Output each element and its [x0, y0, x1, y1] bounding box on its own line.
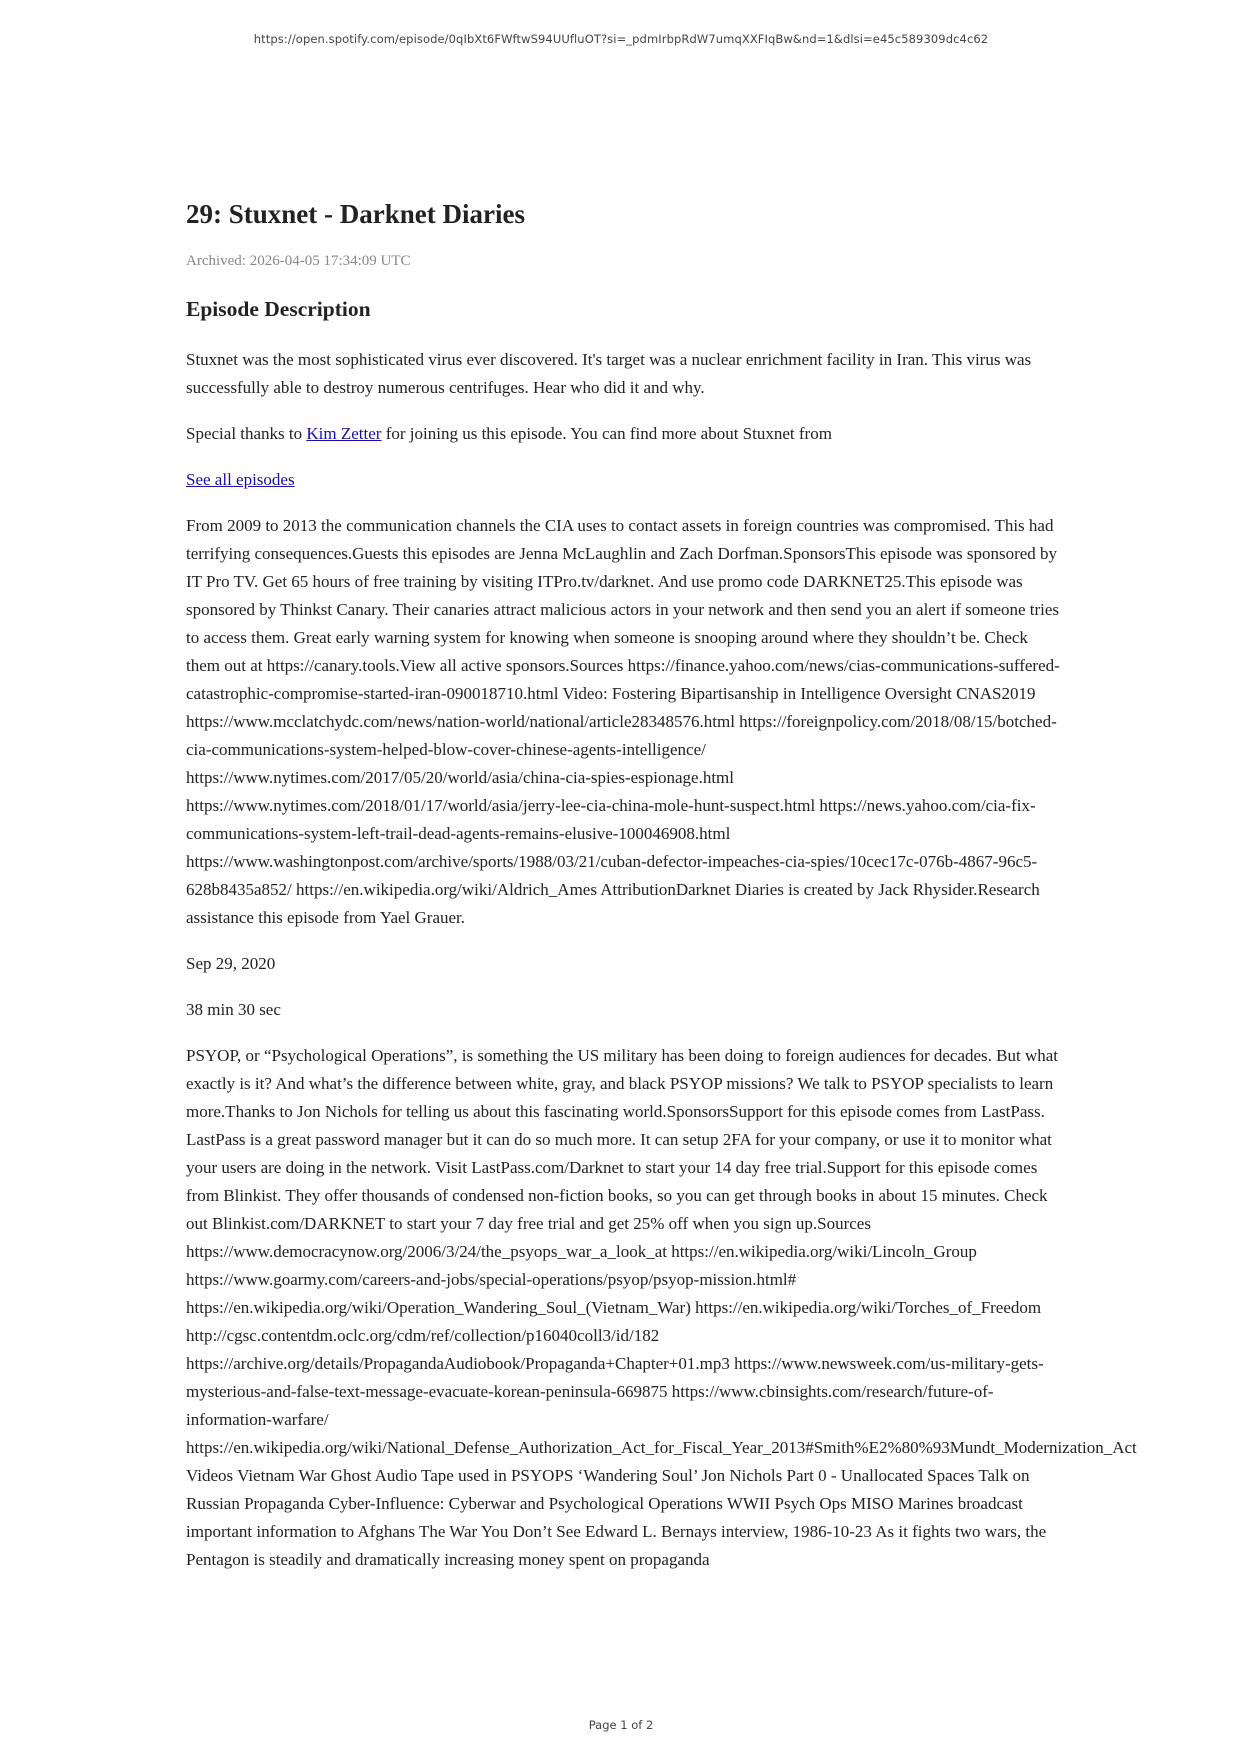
page-title: 29: Stuxnet - Darknet Diaries: [186, 199, 525, 229]
episode-3-description: [186, 1042, 1137, 1574]
special-thanks-prefix: Special thanks to: [186, 423, 307, 443]
episode-3-description-part2: Videos Vietnam War Ghost Audio Tape used in PSYOPS ‘Wandering Soul’ Jon Nichols Part 0 - Unallocated Spaces Talk on Russian Propaganda Cyber-Influence: Cyberwar and Psychological Operations WWII Psych Ops MISO Marines broadcast important information to Afghans The War You Don’t See Edward L. Bernays interview, 1986-10-23 As it fights two wars, the Pentagon is steadily and dramatically increasing money spent on propaganda: [186, 1465, 1047, 1569]
see-all-episodes-row: [186, 466, 1062, 494]
page-number-footer: Page 1 of 2: [588, 1718, 654, 1732]
episode-description-heading: Episode Description: [186, 296, 371, 321]
episode-3-duration: 38 min 30 sec: [186, 999, 281, 1019]
document-content: [186, 198, 1137, 1592]
page-url-header: https://open.spotify.com/episode/0qIbXt6FWftwS94UUfluOT?si=_pdmIrbpRdW7umqXXFIqBw&nd=1&dlsi=e45c589309dc4c62: [253, 32, 989, 46]
episode-3-description-wide-url: https://en.wikipedia.org/wiki/National_Defense_Authorization_Act_for_Fiscal_Year_2013#Smith%E2%80%93Mundt_Modernization_Act: [186, 1437, 1137, 1457]
archived-timestamp: Archived: 2026-04-05 17:34:09 UTC: [186, 253, 411, 270]
special-thanks: [186, 420, 1062, 448]
episode-3-description-part1: PSYOP, or “Psychological Operations”, is something the US military has been doing to foreign audiences for decades. But what exactly is it? And what’s the difference between white, gray, and black PSYOP missions? We talk to PSYOP specialists to learn more.Thanks to Jon Nichols for telling us about this fascinating world.SponsorsSupport for this episode comes from LastPass. LastPass is a great password manager but it can do so much more. It can setup 2FA for your company, or use it to monitor what your users are doing in the network. Visit LastPass.com/Darknet to start your 14 day free trial.Support for this episode comes from Blinkist. They offer thousands of condensed non-fiction books, so you can get through books in about 15 minutes. Check out Blinkist.com/DARKNET to start your 7 day free trial and get 25% off when you sign up.Sources https://www.democracynow.org/2006/3/24/the_psyops_war_a_look_at https://en.wikipedia.org/wiki/Lincoln_Group https://www.goarmy.com/careers-and-jobs/special-operations/psyop/psyop-mission.html# https://en.wikipedia.org/wiki/Operation_Wandering_Soul_(Vietnam_War) https://en.wikipedia.org/wiki/Torches_of_Freedom http://cgsc.contentdm.oclc.org/cdm/ref/collection/p16040coll3/id/182 https://archive.org/details/PropagandaAudiobook/Propaganda+Chapter+01.mp3 https://www.newsweek.com/us-military-gets-mysterious-and-false-text-message-evacuate-korean-peninsula-669875 https://www.cbinsights.com/research/future-of-information-warfare/: [186, 1045, 1059, 1429]
episode-2-description: From 2009 to 2013 the communication channels the CIA uses to contact assets in foreign countries was compromised. This had terrifying consequences.Guests this episodes are Jenna McLaughlin and Zach Dorfman.SponsorsThis episode was sponsored by IT Pro TV. Get 65 hours of free training by visiting ITPro.tv/darknet. And use promo code DARKNET25.This episode was sponsored by Thinkst Canary. Their canaries attract malicious actors in your network and then send you an alert if someone tries to access them. Great early warning system for knowing when someone is snooping around where they shouldn’t be. Check them out at https://canary.tools.View all active sponsors.Sources https://finance.yahoo.com/news/cias-communications-suffered-catastrophic-compromise-started-iran-090018710.html Video: Fostering Bipartisanship in Intelligence Oversight CNAS2019 https://www.mcclatchydc.com/news/nation-world/national/article28348576.html https://foreignpolicy.com/2018/08/15/botched-cia-communications-system-helped-blow-cover-chinese-agents-intelligence/ https://www.nytimes.com/2017/05/20/world/asia/china-cia-spies-espionage.html https://www.nytimes.com/2018/01/17/world/asia/jerry-lee-cia-china-mole-hunt-suspect.html https://news.yahoo.com/cia-fix-communications-system-left-trail-dead-agents-remains-elusive-100046908.html https://www.washingtonpost.com/archive/sports/1988/03/21/cuban-defector-impeaches-cia-spies/10cec17c-076b-4867-96c5-628b8435a852/ https://en.wikipedia.org/wiki/Aldrich_Ames AttributionDarknet Diaries is created by Jack Rhysider.Research assistance this episode from Yael Grauer.: [186, 515, 1060, 927]
episode-description: Stuxnet was the most sophisticated virus ever discovered. It's target was a nuclear enrichment facility in Iran. This virus was successfully able to destroy numerous centrifuges. Hear who did it and why.: [186, 349, 1032, 397]
kim-zetter-link[interactable]: Kim Zetter: [306, 423, 382, 443]
special-thanks-suffix: for joining us this episode. You can find more about Stuxnet from: [381, 423, 832, 443]
episode-3-date: Sep 29, 2020: [186, 953, 276, 973]
see-all-episodes-link[interactable]: See all episodes: [186, 469, 295, 489]
